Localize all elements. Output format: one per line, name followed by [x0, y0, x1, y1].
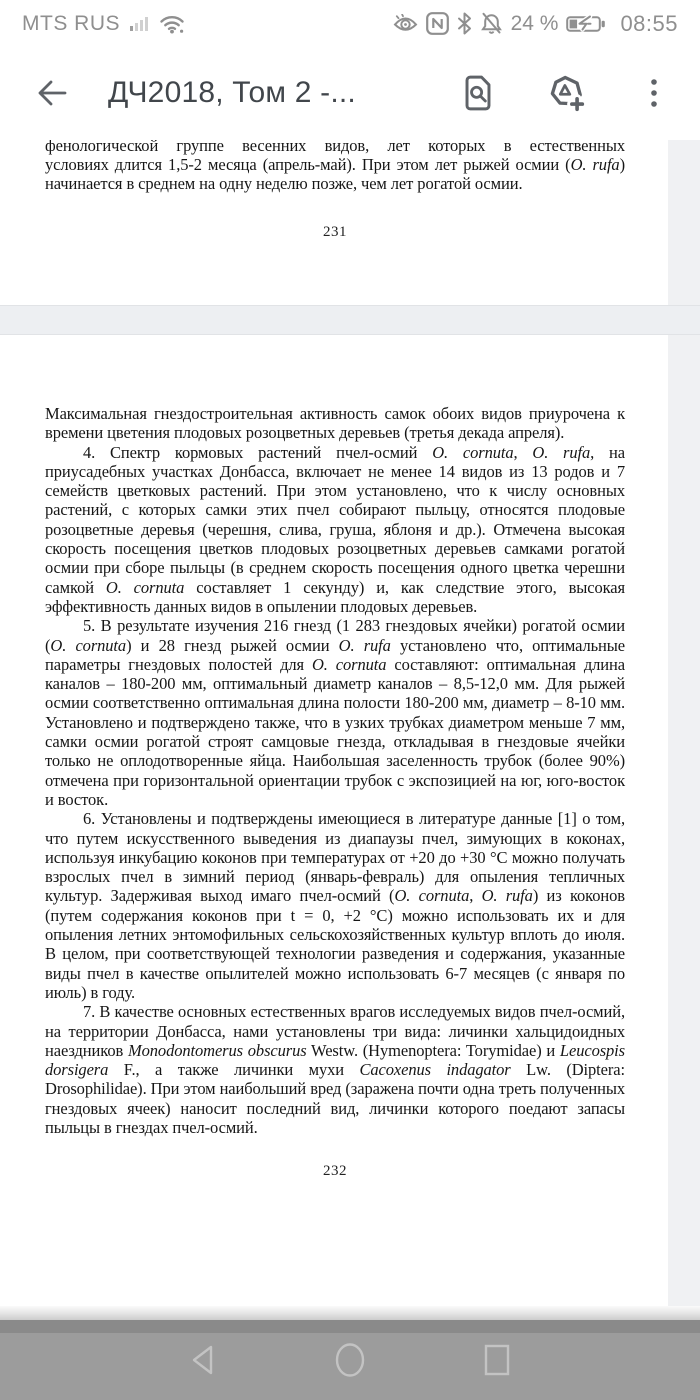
- back-arrow-icon: [36, 78, 68, 108]
- text-run: условиях длится 1,5-2 месяца (апрель-май). При этом лет рыжей осмии (: [45, 155, 571, 174]
- status-bar: [0, 0, 700, 45]
- notifications-off-icon: [480, 12, 503, 35]
- page-number-231: 231: [323, 223, 347, 240]
- find-in-document-icon: [461, 74, 495, 112]
- page-number-232: 232: [323, 1163, 347, 1180]
- nav-buttons-group: [178, 1335, 522, 1385]
- pdf-page-231: [0, 140, 668, 305]
- text-run: ,: [513, 442, 533, 462]
- battery-charging-icon: [566, 14, 606, 34]
- clipped-text-line: фенологической группе весенних видов, лет которых в естественных: [45, 140, 625, 155]
- text-run: составляют: оптимальная длина каналов – 180-200 мм, оптимальный диаметр каналов – 8,5-12,0 мм. Для рыжей осмии соответственно оптимальная длина полости 180-200 мм, диаметр – 8-10 мм. Установлено и подтверждено также, что в узких трубках диаметром меньше 7 мм, самки осмии рогатой строят самцовые гнезда, откладывая в гнездовые ячейки только не оплодотворенные яйца. Наибольшая заселенность трубок (более 90%) отмечена при горизонтальной ориентации трубок с экспозицией на юг, юго-восток и восток.: [45, 654, 625, 809]
- text-run: Leucospis dorsigera: [45, 1040, 625, 1080]
- text-run: Westw. (Hymenoptera: Torymidae) и: [306, 1040, 560, 1060]
- text-run: 4. Спектр кормовых растений пчел-осмий: [83, 442, 433, 462]
- text-run: ) из коконов (путем содержания коконов при t = 0, +2 °С) можно использовать их и для опыления летних энтомофильных сельскохозяйственных культур вплоть до июля. В целом, при соответствующей технологии разведения и содержания, указанные виды пчел в качестве опылителей можно использовать 6-7 месяцев (с января по июль) в году.: [45, 886, 625, 1002]
- document-paragraph: [45, 443, 625, 617]
- nav-recents-icon: [483, 1343, 511, 1377]
- status-right-group: [393, 11, 678, 37]
- pdf-page-232: [0, 335, 668, 1320]
- bluetooth-icon: [457, 12, 472, 35]
- text-run: F., а также личинки мухи: [108, 1060, 360, 1080]
- text-run: установлено что, оптимальные параметры гнездовых полостей для: [45, 635, 625, 674]
- text-run: O. cornuta: [50, 635, 127, 655]
- carrier-label: MTS RUS: [22, 11, 120, 35]
- nav-recents-button[interactable]: [472, 1335, 522, 1385]
- app-toolbar: [0, 45, 700, 140]
- text-run: ) и 28 гнезд рыжей осмии: [126, 635, 339, 655]
- page-232-text: [45, 404, 625, 1137]
- nav-back-icon: [190, 1343, 216, 1377]
- text-run: Cacoxenus indagator: [359, 1060, 511, 1080]
- document-paragraph: [45, 155, 625, 194]
- wifi-icon: [159, 14, 185, 34]
- find-in-document-button[interactable]: [458, 71, 498, 115]
- battery-percent-label: 24 %: [510, 11, 559, 35]
- text-run: O. rufa: [532, 442, 591, 462]
- document-title: ДЧ2018, Том 2 -...: [108, 75, 356, 109]
- clock-label: 08:55: [620, 10, 678, 36]
- add-annotation-icon: [547, 74, 585, 112]
- signal-strength-icon: [130, 15, 149, 32]
- text-run: O. rufa: [481, 886, 533, 906]
- text-run: O. rufa: [570, 155, 620, 174]
- nav-home-button[interactable]: [325, 1335, 375, 1385]
- text-run: O. cornuta: [394, 886, 470, 906]
- text-run: O. cornuta: [105, 577, 185, 597]
- nav-home-icon: [334, 1341, 366, 1379]
- overflow-menu-icon: [650, 78, 658, 108]
- toolbar-actions: [458, 71, 674, 115]
- text-run: 5. В результате изучения 216 гнезд (1 283 гнездовых ячейки) рогатой осмии (: [45, 616, 625, 655]
- nav-back-button[interactable]: [178, 1335, 228, 1385]
- document-paragraph: [45, 1002, 625, 1137]
- text-run: Monodontomerus obscurus: [127, 1040, 307, 1060]
- text-run: , на приусадебных участках Донбасса, включает не менее 14 видов из 13 родов и 7 семейств цветковых растений. При этом установлено, что к числу основных растений, с которых самки этих пчел собирают пыльцу, относятся плодовые розоцветные деревья (черешня, слива, груша, яблоня и др.). Отмечена высокая скорость посещения цветков плодовых розоцветных деревьев самками рогатой осмии при сборе пыльцы (в среднем скорость посещения одного цветка черешни самкой: [45, 442, 625, 597]
- text-run: Максимальная гнездостроительная активность самок обоих видов приурочена к времени цветения плодовых розоцветных деревьев (третья декада апреля).: [45, 404, 625, 443]
- text-run: ,: [469, 886, 482, 906]
- text-run: 7. В качестве основных естественных врагов исследуемых видов пчел-осмий, на территории Донбасса, нами установлены три вида: личинки хальцидоидных наездников: [45, 1002, 625, 1060]
- text-run: Lw. (Diptera: Drosophilidae). При этом наибольший вред (заражена почти одна треть полученных гнездовых ячеек) наносит последний вид, личинки которого поедают запасы пыльцы в гнездах пчел-осмий.: [45, 1060, 625, 1137]
- back-button[interactable]: [30, 71, 74, 115]
- text-run: O. cornuta: [432, 442, 514, 462]
- overflow-menu-button[interactable]: [634, 71, 674, 115]
- text-run: ) начинается в среднем на одну неделю позже, чем лет рогатой осмии.: [45, 155, 625, 194]
- document-paragraph: [45, 404, 625, 443]
- navbar-shadow: [0, 1306, 700, 1320]
- status-left-group: [22, 12, 185, 36]
- document-paragraph: [45, 809, 625, 1002]
- page-separator: [0, 305, 700, 335]
- text-run: 6. Установлены и подтверждены имеющиеся в литературе данные [1] о том, что путем искусственного выведения из диапаузы пчел, зимующих в коконах, используя инкубацию коконов при температурах от +20 до +30 °С можно получать взрослых пчел в зимний период (январь-февраль) для опыления тепличных культур. Задерживая выход имаго пчел-осмий (: [45, 809, 625, 906]
- system-navigation-bar: [0, 1320, 700, 1400]
- document-paragraph: [45, 616, 625, 809]
- nfc-icon: [426, 12, 449, 35]
- add-annotation-button[interactable]: [546, 71, 586, 115]
- eye-comfort-icon: [393, 14, 418, 33]
- pdf-viewport[interactable]: [0, 140, 700, 1320]
- text-run: составляет 1 секунду) и, как следствие этого, высокая эффективность данных видов в опылении плодовых деревьев.: [45, 577, 625, 616]
- text-run: O. cornuta: [311, 654, 387, 674]
- text-run: O. rufa: [338, 635, 391, 655]
